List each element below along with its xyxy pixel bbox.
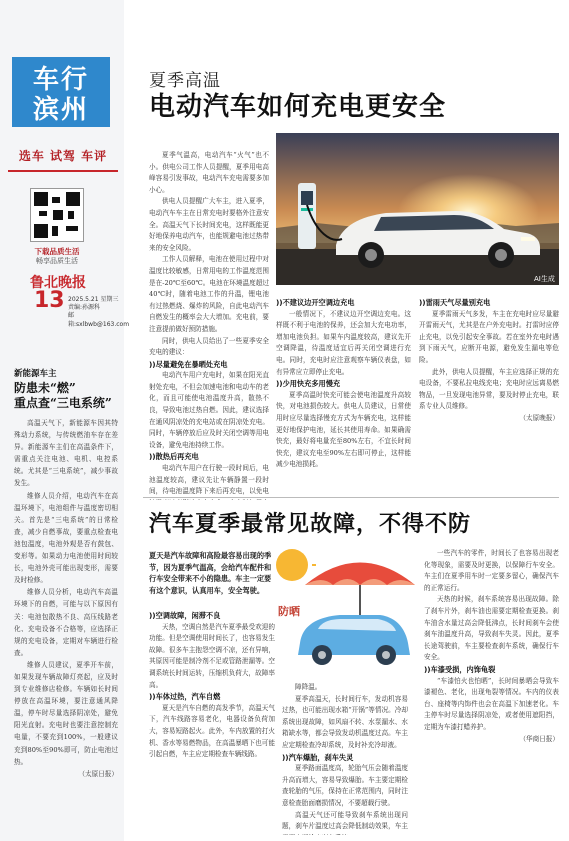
paragraph: 高温天气下，新能源车因其特殊动力系统，与传统燃油车存在差异。新能源车主们在高温条件下，需重点关注电池、电机、电控系统。尤其是“三电系统”，减少事故发生。 bbox=[14, 419, 118, 488]
section-masthead bbox=[12, 57, 110, 127]
paragraph: 维修人员介绍，电动汽车在高温环境下，电池组件与温度密切相关。首先是“三电系统”的日常检查，减少自燃事故，要重点检查电池包温度，电池外观是否有鼓包、变形等。如果动力电池使用时间较长，电池外壳可能出现变形，需要及时检修。 bbox=[14, 491, 118, 585]
article2-headline: 汽车夏季最常见故障，不得不防 bbox=[149, 511, 472, 537]
sidebar-article-title: 防患未“燃” 重点查“三电系统” bbox=[14, 381, 112, 410]
article2-lead: 夏天是汽车故障和高险最容易出现的季节，因为夏季气温高，会给汽车配件和行车安全带来不小的隐患。车主一定要有这个意识，认真用车，安全驾驶。 bbox=[149, 551, 272, 595]
section-tagline: 选车 试驾 车评 bbox=[18, 149, 108, 163]
paragraph: 维修人员分析，电动汽车高温环境下的自燃，可能与以下原因有关：电池包散热不良、高压线路老化、充电设备不合格等，应选择正规的充电设备，定期对车辆进行检查。 bbox=[14, 588, 118, 657]
subheading: ))尽量避免在暴晒处充电 bbox=[149, 359, 228, 369]
subheading: ))雷雨天气尽量别充电 bbox=[419, 298, 491, 307]
subheading: ))车体过热，汽车自燃 bbox=[149, 692, 221, 702]
paragraph: 此外，供电人员提醒，车主应选择正规的充电设备，不要私拉电线充电；充电时应远离易燃物品，一旦发现电池异常，要及时停止充电，联系专业人员维修。 bbox=[419, 367, 559, 411]
author-credit: （太原晚报） bbox=[519, 413, 559, 422]
page-number: 13 bbox=[34, 288, 65, 313]
paragraph: 夏季高温天，长时间行车，发动机容易过热，也可能出现水箱“开锅”等情况。冷却系统出现故障，如风扇不转、水泵漏水、水箱缺水等，都会导致发动机温度过高。车主应定期检查冷却系统，及时补充冷却液。 bbox=[282, 694, 408, 749]
illustration-graphic bbox=[270, 545, 420, 675]
qr-caption: 下载品质生活 bbox=[34, 247, 80, 256]
paragraph: 一般情况下，不建议边开空调边充电。这样既不利于电池的保养，还会加大充电功率，增加电池负担。如果车内温度较高，建议先开空调降温，待温度适宜后再关闭空调进行充电。同时，充电时应注意观察车辆仪表盘，如有异常应立即停止充电。 bbox=[276, 309, 411, 376]
subheading: ))空调故障，闲滞不良 bbox=[149, 611, 221, 620]
paragraph: 障降温。 bbox=[295, 683, 322, 691]
paragraph: 一些汽车的零件，时间长了也容易出现老化等现象，需要及时更换，以保障行车安全。车主们在夏季用车时一定要多留心，确保汽车的正常运行。 bbox=[424, 549, 559, 592]
article1-column-3 bbox=[419, 297, 559, 502]
qr-subcaption: 畅享品质生活 bbox=[36, 257, 78, 265]
paragraph: 工作人员解释，电池在使用过程中对温度比较敏感，日常用电的工作温度范围是在-20℃至60℃。电池在环境温度超过40℃时，随着电池工作的升温，锂电池有过热燃烧、爆炸的风险，自此电动汽车自燃发生的概率会大大增加。充电前，要注意提前做好预防措施。 bbox=[149, 255, 269, 333]
paragraph: “车漆怕火也怕晒”，长时间暴晒会导致车漆褪色、老化，出现龟裂等情况。车内的仪表台、座椅等内饰件也会在高温下加速老化。车主停车时尽量选择阴凉处，或者使用遮阳挡，定期为车漆打蜡养护。 bbox=[424, 676, 559, 731]
paragraph: 电动汽车用户充电时，如果在阳光直射处充电，不但会加速电池和电动车的老化，而且可能使电池温度升高，散热不良，导致电池过热自燃。因此，建议选择在通风阴凉处的充电站或在阴凉处充电。同时，车辆停放后应及时关闭空调等用电设备，避免电池持续工作。 bbox=[149, 371, 269, 449]
paragraph: 维修人员建议，夏季开车前，如果发现车辆故障灯亮起，应及时到专业维修店检修。车辆如长时间停放在高温环境，要注意通风降温，停车时尽量选择阴凉处，避免阳光直射。充电时也要注意控制充电量，不要充到100%，一般建议充到80%至90%即可，防止电池过热。 bbox=[14, 660, 118, 766]
subheading: ))车漆受损，内饰龟裂 bbox=[424, 664, 496, 674]
summer-car-illustration bbox=[270, 545, 420, 675]
paragraph: 夏季气温高，电动汽车“火气”也不小。供电公司工作人员提醒，夏季用电高峰容易引发事故，电动汽车充电需要多加小心。 bbox=[149, 151, 269, 194]
subheading: ))散热后再充电 bbox=[149, 452, 199, 462]
photo-graphic bbox=[276, 133, 559, 285]
masthead-title: 车行 滨州 bbox=[32, 65, 89, 125]
ev-charging-photo bbox=[276, 133, 559, 285]
divider bbox=[8, 170, 118, 172]
article-headline: 电动汽车如何充电更安全 bbox=[149, 92, 447, 122]
illustration-label: 防晒 bbox=[278, 605, 300, 618]
article2-column-2 bbox=[282, 682, 408, 835]
author-credit: （太原日报） bbox=[78, 769, 118, 778]
article2-column-3 bbox=[424, 548, 559, 835]
paragraph: 电动汽车用户在行驶一段时间后，电池温度较高，建议先让车辆静置一段时间，待电池温度降下来后再充电，以免电 bbox=[149, 464, 269, 496]
newspaper-logo: 鲁北晚报 bbox=[30, 275, 86, 291]
qr-code[interactable] bbox=[30, 188, 84, 242]
photo-watermark: AI生成 bbox=[534, 275, 555, 283]
paragraph: 天热的时候，刹车系统容易出现故障。除了刹车片外，刹车油也需要定期检查更换。刹车油含水量过高会降低沸点，长时间刹车会使刹车油温度升高，导致刹车失灵。因此，夏季长途驾驶前，车主要检查刹车系统，确保行车安全。 bbox=[424, 595, 559, 662]
contact-email: 邮箱:sxlbwb@163.com bbox=[68, 312, 130, 328]
author-credit: （华商日报） bbox=[519, 734, 559, 743]
article1-column-2 bbox=[276, 297, 411, 502]
left-sidebar bbox=[0, 0, 130, 841]
paragraph: 夏季路面温度高，轮胎气压会随着温度升高而增大，容易导致爆胎。车主要定期检查轮胎的气压，保持在正常范围内，同时注意检查胎面磨损情况，不要超载行驶。 bbox=[282, 764, 408, 807]
sidebar-article-kicker: 新能源车主 bbox=[14, 369, 57, 379]
article-kicker: 夏季高温 bbox=[149, 71, 221, 91]
subheading: ))不建议边开空调边充电 bbox=[276, 298, 355, 307]
subheading: ))少用快充多用慢充 bbox=[276, 379, 341, 389]
paragraph: 夏季高温时快充可能会使电池温度升高较快，对电池损伤较大。供电人员建议，日常使用时应尽量选择慢充方式为车辆充电，这样能更好地保护电池，延长其使用寿命。如果确需快充，最好将电量充至80%左右，不宜长时间快充，建议充电至90%左右即可停止，这样能减少电池损耗。 bbox=[276, 390, 411, 469]
subheading: ))汽车爆胎，刹车失灵 bbox=[282, 752, 354, 762]
article1-column-1 bbox=[149, 150, 269, 500]
paragraph: 高温天气还可能导致刹车系统出现问题，刹车片温度过高会降低制动效果，车主 bbox=[282, 810, 408, 831]
sidebar-article-body bbox=[14, 417, 118, 780]
paragraph: 供电人员提醒广大车主，进入夏季，电动汽车车主在日常充电时要格外注意安全。高温天气下长时间充电，这样既能更好地保养电动汽车，也能规避电池过热带来的安全风险。 bbox=[149, 197, 269, 252]
article2-column-1 bbox=[149, 610, 275, 835]
sidebar-article bbox=[14, 367, 118, 780]
paragraph: 夏季雷雨天气多发，车主在充电时应尽量避开雷雨天气，尤其是在户外充电时。打雷时应停止充电，以免引起安全事故。若在室外充电时遇到下雨天气，应断开电源，避免发生漏电等危险。 bbox=[419, 309, 559, 364]
issue-date: 2025.5.21 星期三 bbox=[68, 296, 119, 303]
section-divider bbox=[143, 497, 559, 498]
paragraph: 同时，供电人员给出了一些夏季安全充电的建议： bbox=[149, 336, 269, 357]
paragraph: 天热，空调自然是汽车夏季最受欢迎的功能。但是空调使用时间长了，也容易发生故障。很多车主抱怨空调不凉，还有异响，其原因可能是制冷剂不足或管路泄漏等。空调系统长时间运转，压缩机负荷大，故障率高。 bbox=[149, 622, 275, 689]
editor-credit: 责编:孙源科 bbox=[68, 304, 101, 311]
paragraph: 夏天是汽车自燃的高发季节，高温天气下，汽车线路容易老化，电器设备负荷加大，容易短路起火。此外，车内放置的打火机、香水等易燃物品，在高温暴晒下也可能引起自燃，车主应定期检查车辆线路。 bbox=[149, 703, 275, 759]
